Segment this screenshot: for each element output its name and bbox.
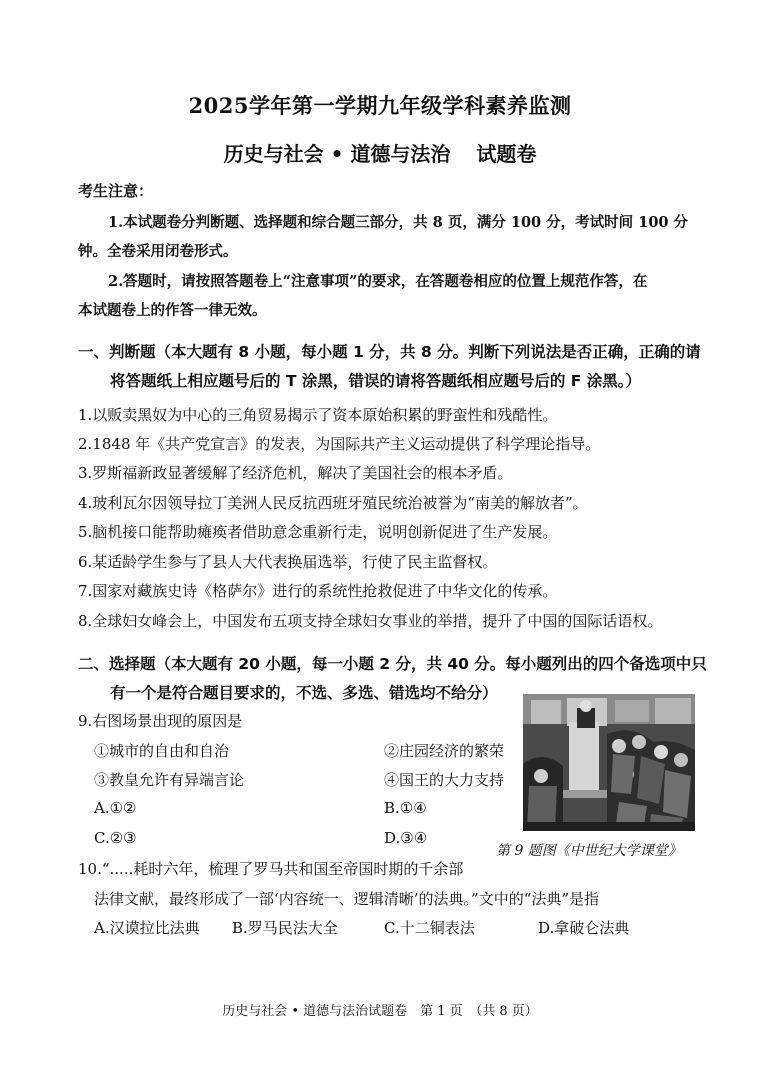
judgement-item-3: 3.罗斯福新政显著缓解了经济危机，解决了美国社会的根本矛盾。	[78, 464, 513, 482]
figure-caption: 第 9 题图《中世纪大学课堂》	[496, 843, 682, 859]
q9-option-c: C.②③	[94, 829, 137, 847]
subtitle-paper-type: 试题卷	[476, 142, 537, 166]
judgement-item-5: 5.脑机接口能帮助瘫痪者借助意念重新行走，说明创新促进了生产发展。	[78, 523, 558, 541]
judgement-item-1: 1.以贩卖黑奴为中心的三角贸易揭示了资本原始积累的野蛮性和残酷性。	[78, 406, 558, 424]
medieval-classroom-image	[523, 694, 695, 831]
q9-statement-3: ③教皇允许有异端言论	[94, 771, 245, 789]
notice-heading: 考生注意：	[78, 182, 154, 200]
notice-line-1a: 1.本试题卷分判断题、选择题和综合题三部分，共 8 页，满分 100 分，考试时间 100 分	[108, 214, 689, 231]
q9-option-a: A.①②	[94, 799, 137, 817]
q9-statement-2: ②庄园经济的繁荣	[384, 742, 505, 760]
q10-option-d: D.拿破仑法典	[538, 919, 630, 937]
judgement-item-2: 2.1848 年《共产党宣言》的发表，为国际共产主义运动提供了科学理论指导。	[78, 435, 601, 453]
section1-heading-b: 将答题纸上相应题号后的 T 涂黑，错误的请将答题纸相应题号后的 F 涂黑。）	[110, 372, 641, 390]
medieval-classroom-illustration	[523, 694, 695, 831]
judgement-item-8: 8.全球妇女峰会上，中国发布五项支持全球妇女事业的举措，提升了中国的国际话语权。	[78, 612, 663, 630]
q10-stem-b: 法律文献，最终形成了一部‘内容统一、逻辑清晰’的法典。”文中的“法典”是指	[94, 890, 600, 908]
q9-option-d: D.③④	[384, 829, 428, 847]
page-subtitle	[0, 138, 760, 167]
q9-stem: 9.右图场景出现的原因是	[78, 712, 243, 730]
q9-statement-4: ④国王的大力支持	[384, 771, 505, 789]
q10-option-a: A.汉谟拉比法典	[94, 919, 200, 937]
q9-statement-1: ①城市的自由和自治	[94, 742, 230, 760]
section2-heading-a: 二、选择题（本大题有 20 小题，每一小题 2 分，共 40 分。每小题列出的四个备选项中只	[78, 655, 707, 673]
page-footer: 历史与社会 • 道德与法治试题卷 第 1 页 （共 8 页）	[222, 1004, 538, 1019]
q9-option-b: B.①④	[384, 799, 427, 817]
page-title: 2025学年第一学期九年级学科素养监测	[188, 93, 572, 118]
subtitle-subject: 历史与社会 • 道德与法治	[223, 142, 451, 166]
judgement-item-6: 6.某适龄学生参与了县人大代表换届选举，行使了民主监督权。	[78, 553, 498, 571]
q10-option-b: B.罗马民法大全	[232, 919, 338, 937]
q10-option-c: C.十二铜表法	[384, 919, 475, 937]
notice-line-2a: 2.答题时，请按照答题卷上“注意事项”的要求，在答题卷相应的位置上规范作答，在	[108, 273, 648, 290]
judgement-item-7: 7.国家对藏族史诗《格萨尔》进行的系统性抢救促进了中华文化的传承。	[78, 582, 558, 600]
notice-line-2b: 本试题卷上的作答一律无效。	[78, 302, 267, 319]
section2-heading-b: 有一个是符合题目要求的，不选、多选、错选均不给分）	[110, 684, 498, 702]
q10-stem-a: 10.“.....耗时六年，梳理了罗马共和国至帝国时期的千余部	[78, 860, 464, 878]
notice-line-1b: 钟。全卷采用闭卷形式。	[78, 243, 238, 260]
section1-heading-a: 一、判断题（本大题有 8 小题，每小题 1 分，共 8 分。判断下列说法是否正确，正确的请	[78, 343, 701, 361]
judgement-item-4: 4.玻利瓦尔因领导拉丁美洲人民反抗西班牙殖民统治被誉为“南美的解放者”。	[78, 494, 588, 512]
